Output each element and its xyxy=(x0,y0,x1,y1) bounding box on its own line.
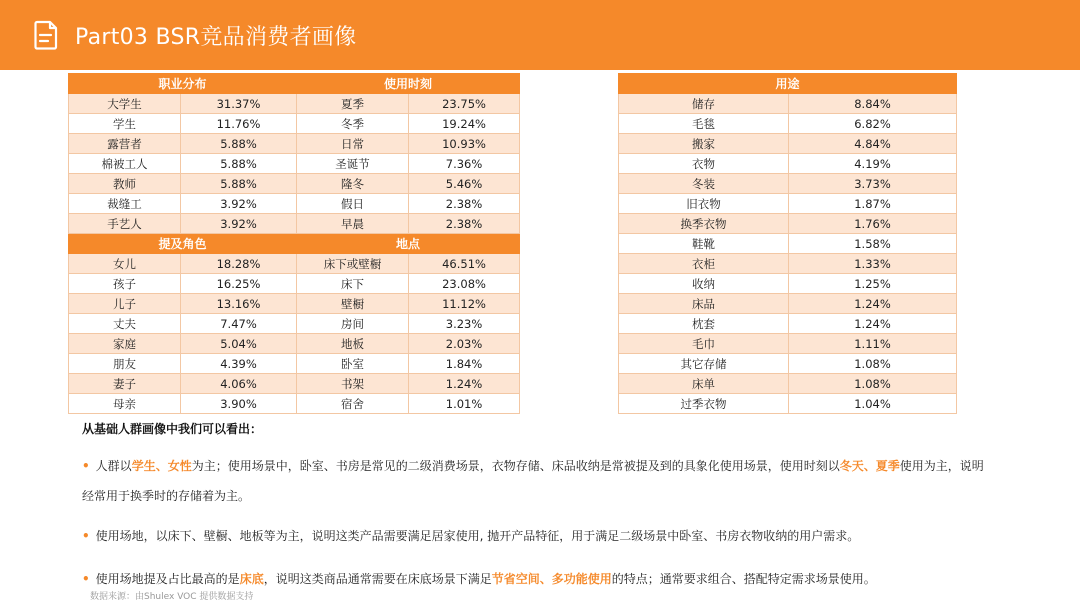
usage-time-share-cell: 23.75% xyxy=(409,94,520,114)
location-share-cell: 2.03% xyxy=(409,334,520,354)
occupation-cell: 手艺人 xyxy=(69,214,181,234)
table-row xyxy=(69,154,520,174)
usage-time-share-cell: 2.38% xyxy=(409,194,520,214)
occupation-cell: 学生 xyxy=(69,114,181,134)
location-share-cell: 23.08% xyxy=(409,274,520,294)
usage-time-share-cell: 7.36% xyxy=(409,154,520,174)
location-cell: 宿舍 xyxy=(297,394,409,414)
role-share-cell: 5.04% xyxy=(181,334,297,354)
purpose-share-cell: 1.58% xyxy=(789,234,957,254)
highlight-text: 学生、女性 xyxy=(131,459,192,473)
table-row xyxy=(69,114,520,134)
role-share-cell: 13.16% xyxy=(181,294,297,314)
bullet-text: 的特点；通常要求组合、搭配特定需求场景使用。 xyxy=(611,572,876,586)
occupation-share-cell: 5.88% xyxy=(181,174,297,194)
location-cell: 卧室 xyxy=(297,354,409,374)
purpose-share-cell: 8.84% xyxy=(789,94,957,114)
purpose-cell: 床品 xyxy=(619,294,789,314)
purpose-cell: 冬装 xyxy=(619,174,789,194)
role-location-rows xyxy=(69,254,520,414)
usage-time-cell: 夏季 xyxy=(297,94,409,114)
purpose-cell: 衣柜 xyxy=(619,254,789,274)
purpose-cell: 过季衣物 xyxy=(619,394,789,414)
occupation-cell: 露营者 xyxy=(69,134,181,154)
purpose-share-cell: 1.11% xyxy=(789,334,957,354)
table-row xyxy=(619,294,957,314)
table-row xyxy=(69,294,520,314)
table-row xyxy=(69,314,520,334)
table-row xyxy=(69,174,520,194)
purpose-share-cell: 1.76% xyxy=(789,214,957,234)
role-cell: 儿子 xyxy=(69,294,181,314)
location-share-cell: 1.84% xyxy=(409,354,520,374)
location-share-cell: 11.12% xyxy=(409,294,520,314)
location-cell: 床下或壁橱 xyxy=(297,254,409,274)
usage-time-share-cell: 19.24% xyxy=(409,114,520,134)
purpose-share-cell: 1.33% xyxy=(789,254,957,274)
table-row xyxy=(69,334,520,354)
usage-time-share-cell: 5.46% xyxy=(409,174,520,194)
usage-time-cell: 早晨 xyxy=(297,214,409,234)
occupation-usage-rows xyxy=(69,94,520,234)
highlight-text: 床底 xyxy=(239,572,264,586)
purpose-cell: 枕套 xyxy=(619,314,789,334)
purpose-table xyxy=(618,73,957,414)
page-title: Part03 BSR竞品消费者画像 xyxy=(75,24,357,50)
location-share-cell: 1.01% xyxy=(409,394,520,414)
role-share-cell: 16.25% xyxy=(181,274,297,294)
purpose-share-cell: 1.24% xyxy=(789,294,957,314)
purpose-share-cell: 1.87% xyxy=(789,194,957,214)
purpose-cell: 床单 xyxy=(619,374,789,394)
purpose-share-cell: 3.73% xyxy=(789,174,957,194)
highlight-text: 冬天、夏季 xyxy=(839,459,900,473)
highlight-text: 节省空间、多功能使用 xyxy=(491,572,612,586)
purpose-cell: 鞋靴 xyxy=(619,234,789,254)
occupation-cell: 大学生 xyxy=(69,94,181,114)
role-share-cell: 3.90% xyxy=(181,394,297,414)
table-row xyxy=(619,374,957,394)
table-row xyxy=(619,134,957,154)
role-share-cell: 7.47% xyxy=(181,314,297,334)
role-header: 提及角色 xyxy=(69,234,297,254)
usage-time-cell: 假日 xyxy=(297,194,409,214)
purpose-cell: 旧衣物 xyxy=(619,194,789,214)
role-share-cell: 4.06% xyxy=(181,374,297,394)
role-cell: 丈夫 xyxy=(69,314,181,334)
purpose-share-cell: 1.08% xyxy=(789,374,957,394)
role-cell: 女儿 xyxy=(69,254,181,274)
bullet-text: 使用为主，说明经常用于换季时的存储着为主。 xyxy=(82,459,984,503)
occupation-share-cell: 3.92% xyxy=(181,214,297,234)
bullet-dot: • xyxy=(82,572,90,586)
role-cell: 朋友 xyxy=(69,354,181,374)
location-cell: 房间 xyxy=(297,314,409,334)
data-source-note: 数据来源：由Shulex VOC 提供数据支持 xyxy=(90,592,254,602)
persona-table xyxy=(68,73,520,414)
purpose-share-cell: 6.82% xyxy=(789,114,957,134)
role-cell: 母亲 xyxy=(69,394,181,414)
insight-bullet-2 xyxy=(82,521,992,551)
role-share-cell: 18.28% xyxy=(181,254,297,274)
purpose-cell: 毛巾 xyxy=(619,334,789,354)
table-row xyxy=(619,174,957,194)
purpose-cell: 收纳 xyxy=(619,274,789,294)
table-row xyxy=(619,194,957,214)
table-row xyxy=(619,154,957,174)
table-row xyxy=(619,314,957,334)
occupation-cell: 教师 xyxy=(69,174,181,194)
purpose-cell: 毛毯 xyxy=(619,114,789,134)
purpose-share-cell: 1.04% xyxy=(789,394,957,414)
table-row xyxy=(619,114,957,134)
location-share-cell: 3.23% xyxy=(409,314,520,334)
table-row xyxy=(619,234,957,254)
location-share-cell: 46.51% xyxy=(409,254,520,274)
occupation-share-cell: 5.88% xyxy=(181,134,297,154)
bullet-text: 使用场地，以床下、壁橱、地板等为主，说明这类产品需要满足居家使用, 抛开产品特征，用于满足二级场景中卧室、书房衣物收纳的用户需求。 xyxy=(95,529,860,543)
bullet-text: 使用场地提及占比最高的是 xyxy=(95,572,240,586)
purpose-header: 用途 xyxy=(619,74,957,94)
table-row xyxy=(69,274,520,294)
purpose-cell: 储存 xyxy=(619,94,789,114)
table-row xyxy=(619,394,957,414)
usage-time-header: 使用时刻 xyxy=(297,74,520,94)
location-cell: 地板 xyxy=(297,334,409,354)
purpose-cell: 衣物 xyxy=(619,154,789,174)
table-row xyxy=(69,214,520,234)
bullet-text: 人群以 xyxy=(95,459,132,473)
role-cell: 家庭 xyxy=(69,334,181,354)
purpose-share-cell: 1.08% xyxy=(789,354,957,374)
purpose-cell: 搬家 xyxy=(619,134,789,154)
table-row xyxy=(619,334,957,354)
role-share-cell: 4.39% xyxy=(181,354,297,374)
location-header: 地点 xyxy=(297,234,520,254)
table-row xyxy=(619,94,957,114)
table-row xyxy=(619,254,957,274)
bullet-text: 为主；使用场景中，卧室、书房是常见的二级消费场景，衣物存储、床品收纳是常被提及到的具象化使用场景，使用时刻以 xyxy=(191,459,840,473)
page-header xyxy=(0,0,1080,70)
location-cell: 书架 xyxy=(297,374,409,394)
usage-time-cell: 圣诞节 xyxy=(297,154,409,174)
usage-time-share-cell: 10.93% xyxy=(409,134,520,154)
occupation-share-cell: 31.37% xyxy=(181,94,297,114)
table-row xyxy=(69,374,520,394)
table-row xyxy=(619,214,957,234)
usage-time-cell: 冬季 xyxy=(297,114,409,134)
purpose-cell: 换季衣物 xyxy=(619,214,789,234)
purpose-share-cell: 1.25% xyxy=(789,274,957,294)
table-row xyxy=(69,134,520,154)
purpose-cell: 其它存储 xyxy=(619,354,789,374)
table-row xyxy=(69,354,520,374)
table-row xyxy=(619,274,957,294)
purpose-share-cell: 4.84% xyxy=(789,134,957,154)
occupation-cell: 棉被工人 xyxy=(69,154,181,174)
occupation-share-cell: 11.76% xyxy=(181,114,297,134)
occupation-share-cell: 5.88% xyxy=(181,154,297,174)
purpose-share-cell: 4.19% xyxy=(789,154,957,174)
usage-time-cell: 隆冬 xyxy=(297,174,409,194)
purpose-rows xyxy=(619,94,957,414)
location-cell: 壁橱 xyxy=(297,294,409,314)
document-icon xyxy=(33,20,59,50)
location-cell: 床下 xyxy=(297,274,409,294)
table-row xyxy=(69,394,520,414)
occupation-cell: 裁缝工 xyxy=(69,194,181,214)
location-share-cell: 1.24% xyxy=(409,374,520,394)
table-row xyxy=(69,194,520,214)
bullet-dot: • xyxy=(82,459,90,473)
bullet-text: ，说明这类商品通常需要在床底场景下满足 xyxy=(263,572,492,586)
occupation-share-cell: 3.92% xyxy=(181,194,297,214)
insight-bullet-1 xyxy=(82,451,992,511)
table-row xyxy=(619,354,957,374)
purpose-share-cell: 1.24% xyxy=(789,314,957,334)
occupation-header: 职业分布 xyxy=(69,74,297,94)
role-cell: 妻子 xyxy=(69,374,181,394)
usage-time-cell: 日常 xyxy=(297,134,409,154)
conclusion-title: 从基础人群画像中我们可以看出： xyxy=(82,422,263,436)
role-cell: 孩子 xyxy=(69,274,181,294)
table-row xyxy=(69,94,520,114)
bullet-dot: • xyxy=(82,529,90,543)
usage-time-share-cell: 2.38% xyxy=(409,214,520,234)
table-row xyxy=(69,254,520,274)
